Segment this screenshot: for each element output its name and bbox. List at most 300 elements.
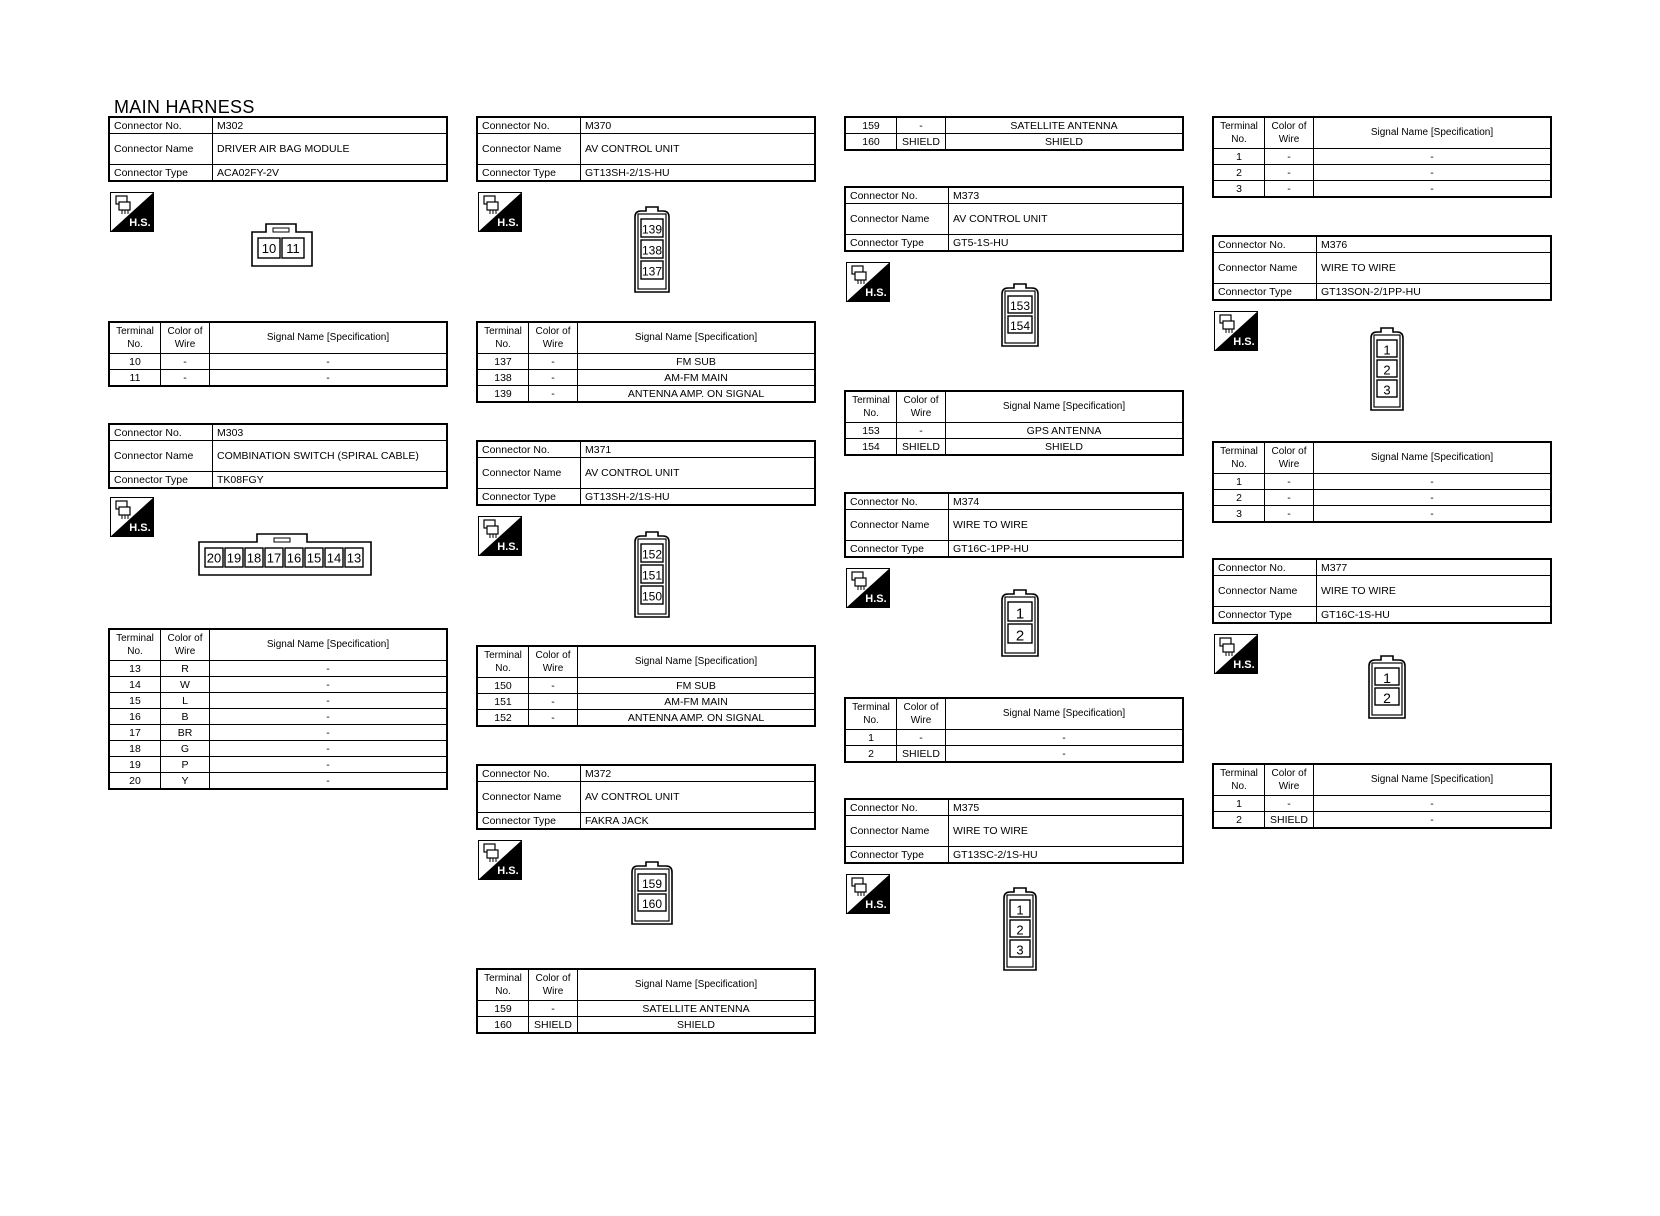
signal-name-header: Signal Name [Specification] xyxy=(578,969,816,1001)
wire-color-cell: - xyxy=(529,354,578,370)
harness-side-icon xyxy=(478,192,522,237)
terminal-no-cell: 137 xyxy=(477,354,529,370)
connector-name-value: WIRE TO WIRE xyxy=(1317,576,1552,607)
connector-name-label: Connector Name xyxy=(109,441,213,472)
terminal-no-cell: 160 xyxy=(845,134,897,151)
signal-name-cell: - xyxy=(1314,149,1552,165)
table-row xyxy=(109,354,447,370)
page-title: MAIN HARNESS xyxy=(114,97,255,117)
signal-name-cell: - xyxy=(1314,181,1552,198)
terminal-pin-label: 159 xyxy=(641,877,663,891)
signal-name-cell: - xyxy=(1314,474,1552,490)
terminal-no-cell: 11 xyxy=(109,370,161,387)
table-row xyxy=(109,677,447,693)
table-row xyxy=(109,741,447,757)
harness-side-icon xyxy=(478,516,522,561)
wire-color-cell: SHIELD xyxy=(897,134,946,151)
terminal-no-cell: 151 xyxy=(477,694,529,710)
wire-color-cell: P xyxy=(161,757,210,773)
terminal-no-cell: 160 xyxy=(477,1017,529,1034)
table-row xyxy=(477,354,815,370)
harness-side-icon xyxy=(1214,311,1258,356)
signal-name-cell: - xyxy=(210,741,448,757)
table-row xyxy=(477,1001,815,1017)
harness-side-icon xyxy=(846,262,890,307)
table-row xyxy=(109,773,447,790)
terminal-no-header: Terminal No. xyxy=(1213,117,1265,149)
connector-type-label: Connector Type xyxy=(109,472,213,489)
table-row xyxy=(477,678,815,694)
table-row xyxy=(845,439,1183,456)
terminal-pin-label: 3 xyxy=(1383,382,1391,398)
table-row xyxy=(1213,812,1551,829)
terminal-pin-label: 1 xyxy=(1383,670,1391,686)
wire-color-cell: W xyxy=(161,677,210,693)
signal-name-cell: - xyxy=(210,661,448,677)
connector-no-value: M375 xyxy=(949,799,1184,816)
color-of-wire-header: Color of Wire xyxy=(897,391,946,423)
wire-color-cell: - xyxy=(529,710,578,727)
terminal-no-header: Terminal No. xyxy=(1213,442,1265,474)
connector-name-value: AV CONTROL UNIT xyxy=(581,458,816,489)
signal-name-cell: - xyxy=(210,709,448,725)
signal-name-cell: SHIELD xyxy=(946,439,1184,456)
terminal-pin-label: 2 xyxy=(1383,362,1391,378)
connector-face-m374 xyxy=(1000,588,1040,658)
connector-type-value: FAKRA JACK xyxy=(581,813,816,830)
terminal-no-header: Terminal No. xyxy=(109,322,161,354)
terminal-pin-label: 13 xyxy=(346,550,362,566)
terminal-no-cell: 16 xyxy=(109,709,161,725)
connector-no-value: M377 xyxy=(1317,559,1552,576)
signal-name-header: Signal Name [Specification] xyxy=(1314,764,1552,796)
table-row xyxy=(1213,149,1551,165)
connector-info-m372 xyxy=(476,764,816,830)
terminal-no-cell: 18 xyxy=(109,741,161,757)
connector-type-value: GT13SH-2/1S-HU xyxy=(581,165,816,182)
wire-color-cell: - xyxy=(1265,149,1314,165)
terminal-no-header: Terminal No. xyxy=(1213,764,1265,796)
signal-name-cell: AM-FM MAIN xyxy=(578,370,816,386)
terminal-pin-label: 2 xyxy=(1016,922,1024,938)
connector-info-m374 xyxy=(844,492,1184,558)
terminal-no-cell: 154 xyxy=(845,439,897,456)
connector-type-value: GT5-1S-HU xyxy=(949,235,1184,252)
terminal-no-cell: 19 xyxy=(109,757,161,773)
wire-color-cell: - xyxy=(1265,796,1314,812)
connector-name-value: AV CONTROL UNIT xyxy=(581,134,816,165)
terminal-no-cell: 152 xyxy=(477,710,529,727)
connector-no-value: M374 xyxy=(949,493,1184,510)
signal-name-header: Signal Name [Specification] xyxy=(210,322,448,354)
connector-info-m375 xyxy=(844,798,1184,864)
wire-color-cell: SHIELD xyxy=(1265,812,1314,829)
terminal-no-cell: 1 xyxy=(1213,149,1265,165)
signal-name-cell: - xyxy=(946,730,1184,746)
terminal-no-cell: 150 xyxy=(477,678,529,694)
table-row xyxy=(109,693,447,709)
wire-color-cell: R xyxy=(161,661,210,677)
table-row xyxy=(109,757,447,773)
terminal-no-header: Terminal No. xyxy=(477,322,529,354)
wire-color-cell: - xyxy=(529,386,578,403)
connector-no-value: M303 xyxy=(213,424,448,441)
terminal-no-cell: 13 xyxy=(109,661,161,677)
connector-type-value: GT16C-1PP-HU xyxy=(949,541,1184,558)
connector-name-label: Connector Name xyxy=(845,816,949,847)
terminal-no-cell: 139 xyxy=(477,386,529,403)
connector-name-label: Connector Name xyxy=(1213,576,1317,607)
hs-label: H.S. xyxy=(129,522,151,534)
signal-name-cell: SATELLITE ANTENNA xyxy=(578,1001,816,1017)
wire-color-cell: - xyxy=(1265,165,1314,181)
terminal-no-cell: 17 xyxy=(109,725,161,741)
signal-name-cell: - xyxy=(946,746,1184,763)
wire-color-cell: - xyxy=(1265,490,1314,506)
terminal-no-cell: 2 xyxy=(845,746,897,763)
color-of-wire-header: Color of Wire xyxy=(1265,764,1314,796)
signal-name-cell: - xyxy=(210,370,448,387)
signal-name-cell: - xyxy=(1314,165,1552,181)
terminal-no-cell: 15 xyxy=(109,693,161,709)
wire-color-cell: - xyxy=(1265,506,1314,523)
connector-name-value: WIRE TO WIRE xyxy=(949,510,1184,541)
color-of-wire-header: Color of Wire xyxy=(161,629,210,661)
terminal-pin-label: 154 xyxy=(1009,319,1031,333)
terminal-pin-label: 10 xyxy=(261,241,277,256)
hs-label: H.S. xyxy=(865,287,887,299)
connector-face-m370 xyxy=(633,205,671,294)
terminal-pin-label: 2 xyxy=(1383,690,1391,706)
terminal-pin-label: 153 xyxy=(1009,299,1031,313)
wire-color-cell: Y xyxy=(161,773,210,790)
hs-label: H.S. xyxy=(865,899,887,911)
table-row xyxy=(845,746,1183,763)
signal-name-cell: - xyxy=(210,773,448,790)
terminal-no-cell: 138 xyxy=(477,370,529,386)
terminal-no-cell: 10 xyxy=(109,354,161,370)
connector-type-value: GT13SON-2/1PP-HU xyxy=(1317,284,1552,301)
wire-color-cell: G xyxy=(161,741,210,757)
terminal-no-cell: 153 xyxy=(845,423,897,439)
terminal-no-cell: 1 xyxy=(845,730,897,746)
connector-name-value: AV CONTROL UNIT xyxy=(949,204,1184,235)
connector-no-label: Connector No. xyxy=(845,493,949,510)
connector-no-value: M302 xyxy=(213,117,448,134)
terminal-no-header: Terminal No. xyxy=(845,698,897,730)
table-row xyxy=(109,661,447,677)
signal-name-cell: - xyxy=(1314,812,1552,829)
hs-label: H.S. xyxy=(1233,659,1255,671)
connector-name-label: Connector Name xyxy=(845,204,949,235)
connector-type-label: Connector Type xyxy=(477,165,581,182)
table-row xyxy=(477,386,815,403)
terminal-pin-label: 151 xyxy=(641,568,663,583)
connector-no-label: Connector No. xyxy=(109,424,213,441)
table-row xyxy=(1213,181,1551,198)
signal-name-header: Signal Name [Specification] xyxy=(1314,117,1552,149)
harness-side-icon xyxy=(110,497,154,542)
connector-no-label: Connector No. xyxy=(845,187,949,204)
connector-face-m303 xyxy=(197,532,373,577)
table-row xyxy=(1213,490,1551,506)
connector-no-value: M372 xyxy=(581,765,816,782)
terminal-table-m373 xyxy=(844,390,1184,456)
connector-type-label: Connector Type xyxy=(109,165,213,182)
terminal-no-cell: 2 xyxy=(1213,490,1265,506)
terminal-pin-label: 150 xyxy=(641,589,663,604)
terminal-no-cell: 2 xyxy=(1213,812,1265,829)
table-row xyxy=(1213,506,1551,523)
signal-name-header: Signal Name [Specification] xyxy=(578,646,816,678)
wire-color-cell: - xyxy=(1265,474,1314,490)
wire-color-cell: - xyxy=(897,423,946,439)
terminal-table-m303 xyxy=(108,628,448,790)
wire-color-cell: - xyxy=(529,1001,578,1017)
signal-name-header: Signal Name [Specification] xyxy=(578,322,816,354)
wire-color-cell: SHIELD xyxy=(897,439,946,456)
color-of-wire-header: Color of Wire xyxy=(897,698,946,730)
terminal-pin-label: 16 xyxy=(286,550,302,566)
connector-name-value: COMBINATION SWITCH (SPIRAL CABLE) xyxy=(213,441,448,472)
wire-color-cell: - xyxy=(529,694,578,710)
hs-label: H.S. xyxy=(497,541,519,553)
terminal-pin-label: 1 xyxy=(1016,902,1024,918)
table-row xyxy=(109,725,447,741)
signal-name-cell: - xyxy=(210,757,448,773)
signal-name-cell: - xyxy=(210,725,448,741)
connector-no-label: Connector No. xyxy=(477,117,581,134)
terminal-pin-label: 152 xyxy=(641,547,663,562)
signal-name-cell: ANTENNA AMP. ON SIGNAL xyxy=(578,386,816,403)
signal-name-cell: SHIELD xyxy=(946,134,1184,151)
color-of-wire-header: Color of Wire xyxy=(1265,442,1314,474)
terminal-no-cell: 1 xyxy=(1213,474,1265,490)
signal-name-header: Signal Name [Specification] xyxy=(946,698,1184,730)
connector-no-value: M376 xyxy=(1317,236,1552,253)
terminal-table-m370 xyxy=(476,321,816,403)
terminal-no-header: Terminal No. xyxy=(477,646,529,678)
connector-info-m371 xyxy=(476,440,816,506)
terminal-table-m371 xyxy=(476,645,816,727)
connector-info-m377 xyxy=(1212,558,1552,624)
table-row xyxy=(845,117,1183,134)
terminal-no-header: Terminal No. xyxy=(845,391,897,423)
table-row xyxy=(477,1017,815,1034)
signal-name-cell: SHIELD xyxy=(578,1017,816,1034)
signal-name-header: Signal Name [Specification] xyxy=(210,629,448,661)
hs-label: H.S. xyxy=(865,593,887,605)
harness-side-icon xyxy=(110,192,154,237)
connector-no-value: M370 xyxy=(581,117,816,134)
terminal-no-cell: 159 xyxy=(845,117,897,134)
terminal-no-cell: 3 xyxy=(1213,181,1265,198)
signal-name-cell: FM SUB xyxy=(578,678,816,694)
connector-name-label: Connector Name xyxy=(845,510,949,541)
wire-color-cell: BR xyxy=(161,725,210,741)
terminal-no-header: Terminal No. xyxy=(109,629,161,661)
connector-name-value: AV CONTROL UNIT xyxy=(581,782,816,813)
connector-face-m373 xyxy=(1000,282,1040,348)
wire-color-cell: - xyxy=(529,678,578,694)
connector-name-value: WIRE TO WIRE xyxy=(1317,253,1552,284)
connector-info-m302 xyxy=(108,116,448,182)
signal-name-cell: - xyxy=(1314,796,1552,812)
terminal-pin-label: 14 xyxy=(326,550,342,566)
connector-no-value: M371 xyxy=(581,441,816,458)
signal-name-cell: - xyxy=(1314,490,1552,506)
signal-name-header: Signal Name [Specification] xyxy=(1314,442,1552,474)
hs-label: H.S. xyxy=(497,865,519,877)
terminal-pin-label: 1 xyxy=(1015,605,1025,623)
connector-face-m376 xyxy=(1369,326,1405,412)
connector-name-label: Connector Name xyxy=(109,134,213,165)
harness-side-icon xyxy=(478,840,522,885)
signal-name-header: Signal Name [Specification] xyxy=(946,391,1184,423)
connector-name-value: DRIVER AIR BAG MODULE xyxy=(213,134,448,165)
table-row xyxy=(109,370,447,387)
connector-type-label: Connector Type xyxy=(477,489,581,506)
terminal-pin-label: 11 xyxy=(286,241,300,256)
table-row xyxy=(845,730,1183,746)
signal-name-cell: ANTENNA AMP. ON SIGNAL xyxy=(578,710,816,727)
connector-name-value: WIRE TO WIRE xyxy=(949,816,1184,847)
connector-name-label: Connector Name xyxy=(477,782,581,813)
color-of-wire-header: Color of Wire xyxy=(161,322,210,354)
wire-color-cell: SHIELD xyxy=(529,1017,578,1034)
harness-side-icon xyxy=(846,874,890,919)
terminal-table-m377 xyxy=(1212,763,1552,829)
terminal-pin-label: 17 xyxy=(266,550,282,566)
wire-color-cell: SHIELD xyxy=(897,746,946,763)
terminal-no-header: Terminal No. xyxy=(477,969,529,1001)
hs-label: H.S. xyxy=(129,217,151,229)
terminal-no-cell: 20 xyxy=(109,773,161,790)
terminal-pin-label: 18 xyxy=(246,550,262,566)
signal-name-cell: SATELLITE ANTENNA xyxy=(946,117,1184,134)
terminal-pin-label: 160 xyxy=(641,897,663,911)
connector-no-label: Connector No. xyxy=(1213,236,1317,253)
color-of-wire-header: Color of Wire xyxy=(529,969,578,1001)
terminal-no-cell: 3 xyxy=(1213,506,1265,523)
connector-type-value: GT13SC-2/1S-HU xyxy=(949,847,1184,864)
terminal-no-cell: 1 xyxy=(1213,796,1265,812)
terminal-no-cell: 2 xyxy=(1213,165,1265,181)
connector-type-label: Connector Type xyxy=(477,813,581,830)
terminal-pin-label: 139 xyxy=(641,222,663,237)
wire-color-cell: L xyxy=(161,693,210,709)
table-row xyxy=(109,709,447,725)
table-row xyxy=(477,710,815,727)
connector-type-label: Connector Type xyxy=(845,235,949,252)
color-of-wire-header: Color of Wire xyxy=(1265,117,1314,149)
connector-face-m375 xyxy=(1002,886,1038,972)
wire-color-cell: B xyxy=(161,709,210,725)
terminal-no-cell: 159 xyxy=(477,1001,529,1017)
connector-type-label: Connector Type xyxy=(1213,284,1317,301)
terminal-no-cell: 14 xyxy=(109,677,161,693)
terminal-pin-label: 20 xyxy=(206,550,222,566)
wire-color-cell: - xyxy=(529,370,578,386)
connector-no-label: Connector No. xyxy=(109,117,213,134)
signal-name-cell: AM-FM MAIN xyxy=(578,694,816,710)
table-row xyxy=(845,134,1183,151)
signal-name-cell: - xyxy=(210,677,448,693)
connector-type-value: ACA02FY-2V xyxy=(213,165,448,182)
harness-side-icon xyxy=(1214,634,1258,679)
terminal-table-m376 xyxy=(1212,441,1552,523)
terminal-pin-label: 15 xyxy=(306,550,322,566)
connector-type-value: GT13SH-2/1S-HU xyxy=(581,489,816,506)
harness-side-icon xyxy=(846,568,890,613)
color-of-wire-header: Color of Wire xyxy=(529,646,578,678)
connector-name-label: Connector Name xyxy=(477,134,581,165)
wire-color-cell: - xyxy=(897,730,946,746)
terminal-table-m372 xyxy=(476,968,816,1034)
connector-type-value: GT16C-1S-HU xyxy=(1317,607,1552,624)
terminal-pin-label: 138 xyxy=(641,243,663,258)
terminal-pin-label: 137 xyxy=(641,264,663,279)
connector-type-label: Connector Type xyxy=(845,847,949,864)
signal-name-cell: GPS ANTENNA xyxy=(946,423,1184,439)
terminal-table-m374 xyxy=(844,697,1184,763)
connector-face-m377 xyxy=(1367,654,1407,720)
table-row xyxy=(477,370,815,386)
wire-color-cell: - xyxy=(161,370,210,387)
hs-label: H.S. xyxy=(1233,336,1255,348)
signal-name-cell: - xyxy=(210,693,448,709)
connector-no-label: Connector No. xyxy=(477,765,581,782)
connector-face-m372 xyxy=(630,860,674,926)
connector-info-m370 xyxy=(476,116,816,182)
table-row xyxy=(845,423,1183,439)
terminal-table-m375 xyxy=(1212,116,1552,198)
connector-type-label: Connector Type xyxy=(1213,607,1317,624)
terminal-pin-label: 3 xyxy=(1016,942,1024,958)
terminal-pin-label: 1 xyxy=(1383,342,1391,358)
connector-face-m371 xyxy=(633,530,671,619)
connector-no-label: Connector No. xyxy=(477,441,581,458)
signal-name-cell: - xyxy=(210,354,448,370)
connector-face-m302 xyxy=(250,222,314,268)
signal-name-cell: FM SUB xyxy=(578,354,816,370)
connector-name-label: Connector Name xyxy=(477,458,581,489)
color-of-wire-header: Color of Wire xyxy=(529,322,578,354)
wire-color-cell: - xyxy=(1265,181,1314,198)
table-row xyxy=(1213,474,1551,490)
connector-type-label: Connector Type xyxy=(845,541,949,558)
connector-no-label: Connector No. xyxy=(845,799,949,816)
connector-name-label: Connector Name xyxy=(1213,253,1317,284)
connector-no-label: Connector No. xyxy=(1213,559,1317,576)
terminal-pin-label: 19 xyxy=(226,550,242,566)
connector-info-m373 xyxy=(844,186,1184,252)
table-row xyxy=(1213,165,1551,181)
wire-color-cell: - xyxy=(161,354,210,370)
terminal-pin-label: 2 xyxy=(1015,627,1025,645)
connector-info-m376 xyxy=(1212,235,1552,301)
hs-label: H.S. xyxy=(497,217,519,229)
connector-no-value: M373 xyxy=(949,187,1184,204)
table-row xyxy=(1213,796,1551,812)
terminal-table-m372 xyxy=(844,116,1184,151)
connector-info-m303 xyxy=(108,423,448,489)
wire-color-cell: - xyxy=(897,117,946,134)
connector-type-value: TK08FGY xyxy=(213,472,448,489)
terminal-table-m302 xyxy=(108,321,448,387)
signal-name-cell: - xyxy=(1314,506,1552,523)
table-row xyxy=(477,694,815,710)
